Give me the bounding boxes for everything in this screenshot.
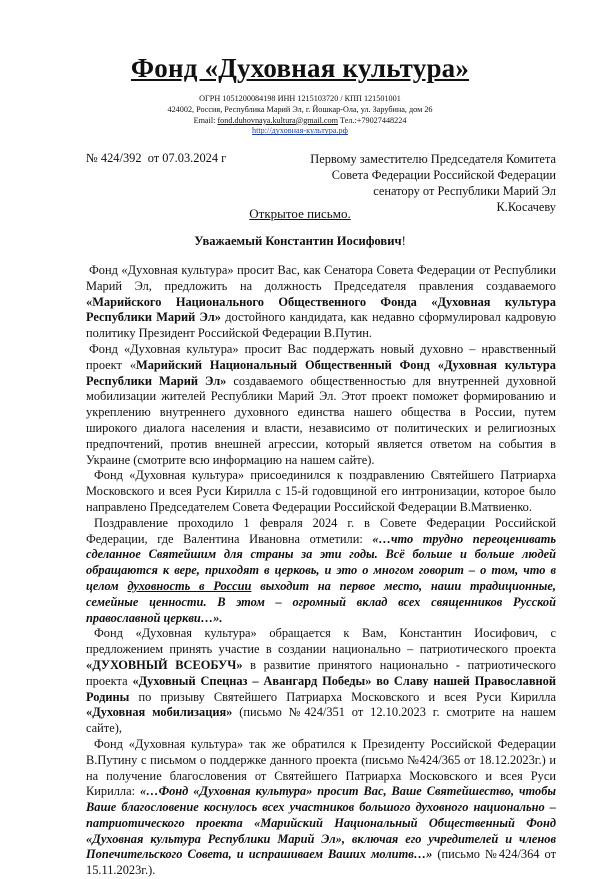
website-link[interactable]: http://духовная-культура.рф: [252, 126, 348, 136]
addressee-line: Первому заместителю Председателя Комитета: [310, 152, 556, 166]
paragraph-1: [86, 263, 556, 342]
addressee-line: сенатору от Республики Марий Эл: [373, 184, 556, 198]
text-run: Фонд «Духовная культура» обращается к Вам, Константин Иосифович, с предложением принять участие в создании национально – патриотического проекта: [86, 626, 556, 657]
registration-numbers: ОГРН 1051200084198 ИНН 1215103720 / КПП 121501001: [199, 94, 401, 103]
letter-type-heading: Открытое письмо.: [249, 206, 351, 221]
text-run: Фонд «Духовная культура» просит Вас, как Сенатора Совета Федерации от Республики Марий Эл, предложить на должность Председателя правления создаваемого: [86, 263, 556, 293]
salutation-text: Уважаемый Константин Иосифович: [194, 234, 402, 248]
bold-project-name: «ДУХОВНЫЙ ВСЕОБУЧ»: [86, 657, 243, 672]
letter-body: [86, 263, 556, 879]
paragraph-5: [86, 626, 556, 737]
quote-text: выходит на первое место, наши традиционные, семейные ценности. В этом – огромный вклад всех священников Русской православной церкви…».: [86, 578, 556, 625]
text-run: достойного кандидата, как недавно сформулировал кадровую политику Президент Российской Федерации В.Путин.: [86, 310, 556, 341]
addressee-line: Совета Федерации Российской Федерации: [331, 168, 556, 182]
text-run: Фонд «Духовная культура» присоединился к поздравлению Святейшего Патриарха Московского и всея Руси Кирилла с 15-й годовщиной его интронизации, которое было направлено Председателем Совета Федерации Российской Федерации В.Матвиенко.: [86, 468, 556, 514]
organization-title: Фонд «Духовная культура»: [130, 53, 470, 83]
text-run: (письмо №424/351 от 12.10.2023 г. смотрите на нашем сайте),: [86, 705, 556, 736]
bold-project-name: «Духовный Спецназ – Авангард Победы» во Славу нашей Православной Родины: [86, 673, 556, 704]
text-run: в развитие принятого национально - патриотического проекта: [86, 657, 557, 688]
text-run: Поздравление проходило 1 февраля 2024 г. в Совете Федерации Российской Федерации, где Валентина Ивановна отметили:: [86, 515, 556, 546]
bold-fund-name: «Марийского Национального Общественного Фонда «Духовная культура Республики Марий Эл»: [86, 294, 556, 325]
addressee-name: К.Косачеву: [496, 200, 556, 214]
phone-number: Тел.:+79027448224: [337, 115, 407, 125]
salutation: [0, 234, 600, 249]
text-run: Фонд «Духовная культура» просит Вас поддержать новый духовно – нравственный проект «: [86, 341, 556, 372]
bold-fund-name: Марийский Национальный Общественный Фонд «Духовная культура Республики Марий Эл»: [86, 357, 556, 388]
postal-address: 424002, Россия, Республика Марий Эл, г. Йошкар-Ола, ул. Зарубина, дом 26: [167, 104, 433, 114]
outgoing-reference: № 424/392 от 07.03.2024 г: [86, 151, 227, 165]
email-link[interactable]: fond.duhovnaya.kultura@gmail.com: [217, 115, 338, 125]
text-run: (письмо №424/364 от 15.11.2023г.).: [86, 847, 556, 878]
quote-text: «…что трудно переоценивать сделанное Святейшим для страны за эти годы. Всё больше и больше людей обращаются к вере, приходят в церковь, и это о многом говорит – о том, что в целом: [86, 531, 556, 593]
paragraph-3: [86, 468, 556, 515]
paragraph-2: [86, 342, 556, 468]
paragraph-6: [86, 737, 556, 879]
bold-project-name: «Духовная мобилизация»: [86, 705, 233, 720]
quote-text: «…Фонд «Духовная культура» просит Вас, Ваше Святейшество, чтобы Ваше благословение коснулось всех участников большого духовного национально – патриотического проекта «Марийский Национальный Общественный Фонд «Духовная культура Республики Марий Эл», включая его учредителей и членов Попечительского Совета, и испрашиваем Ваших молитв…»: [86, 784, 556, 862]
text-run: создаваемого общественностью для внутренней духовной мобилизации жителей Республики Марий Эл. Этот проект поможет формированию и укреплению внутреннего духовного единства нашего общества в России, путем широкого диалога населения и власти, независимо от политических и религиозных предпочтений, против внешней агрессии, который является ответом на события в Украине (смотрите всю информацию на нашем сайте).: [86, 373, 556, 467]
email-label: Email:: [193, 115, 218, 125]
text-run: Фонд «Духовная культура» так же обратился к Президенту Российской Федерации В.Путину с письмом о поддержке данного проекта (письмо №424/365 от 18.12.2023г.) и на получение благословения от Святейшего Патриарха Московского и всея Руси Кирилла:: [86, 736, 556, 799]
contacts-line: [0, 116, 600, 127]
quote-underlined-text: духовность в России: [127, 578, 252, 593]
salutation-punctuation: !: [401, 234, 406, 248]
paragraph-4: [86, 516, 556, 627]
letterhead: [0, 52, 600, 137]
organization-requisites: [0, 94, 600, 137]
text-run: по призыву Святейшего Патриарха Московского и всея Руси Кирилла: [129, 689, 556, 704]
